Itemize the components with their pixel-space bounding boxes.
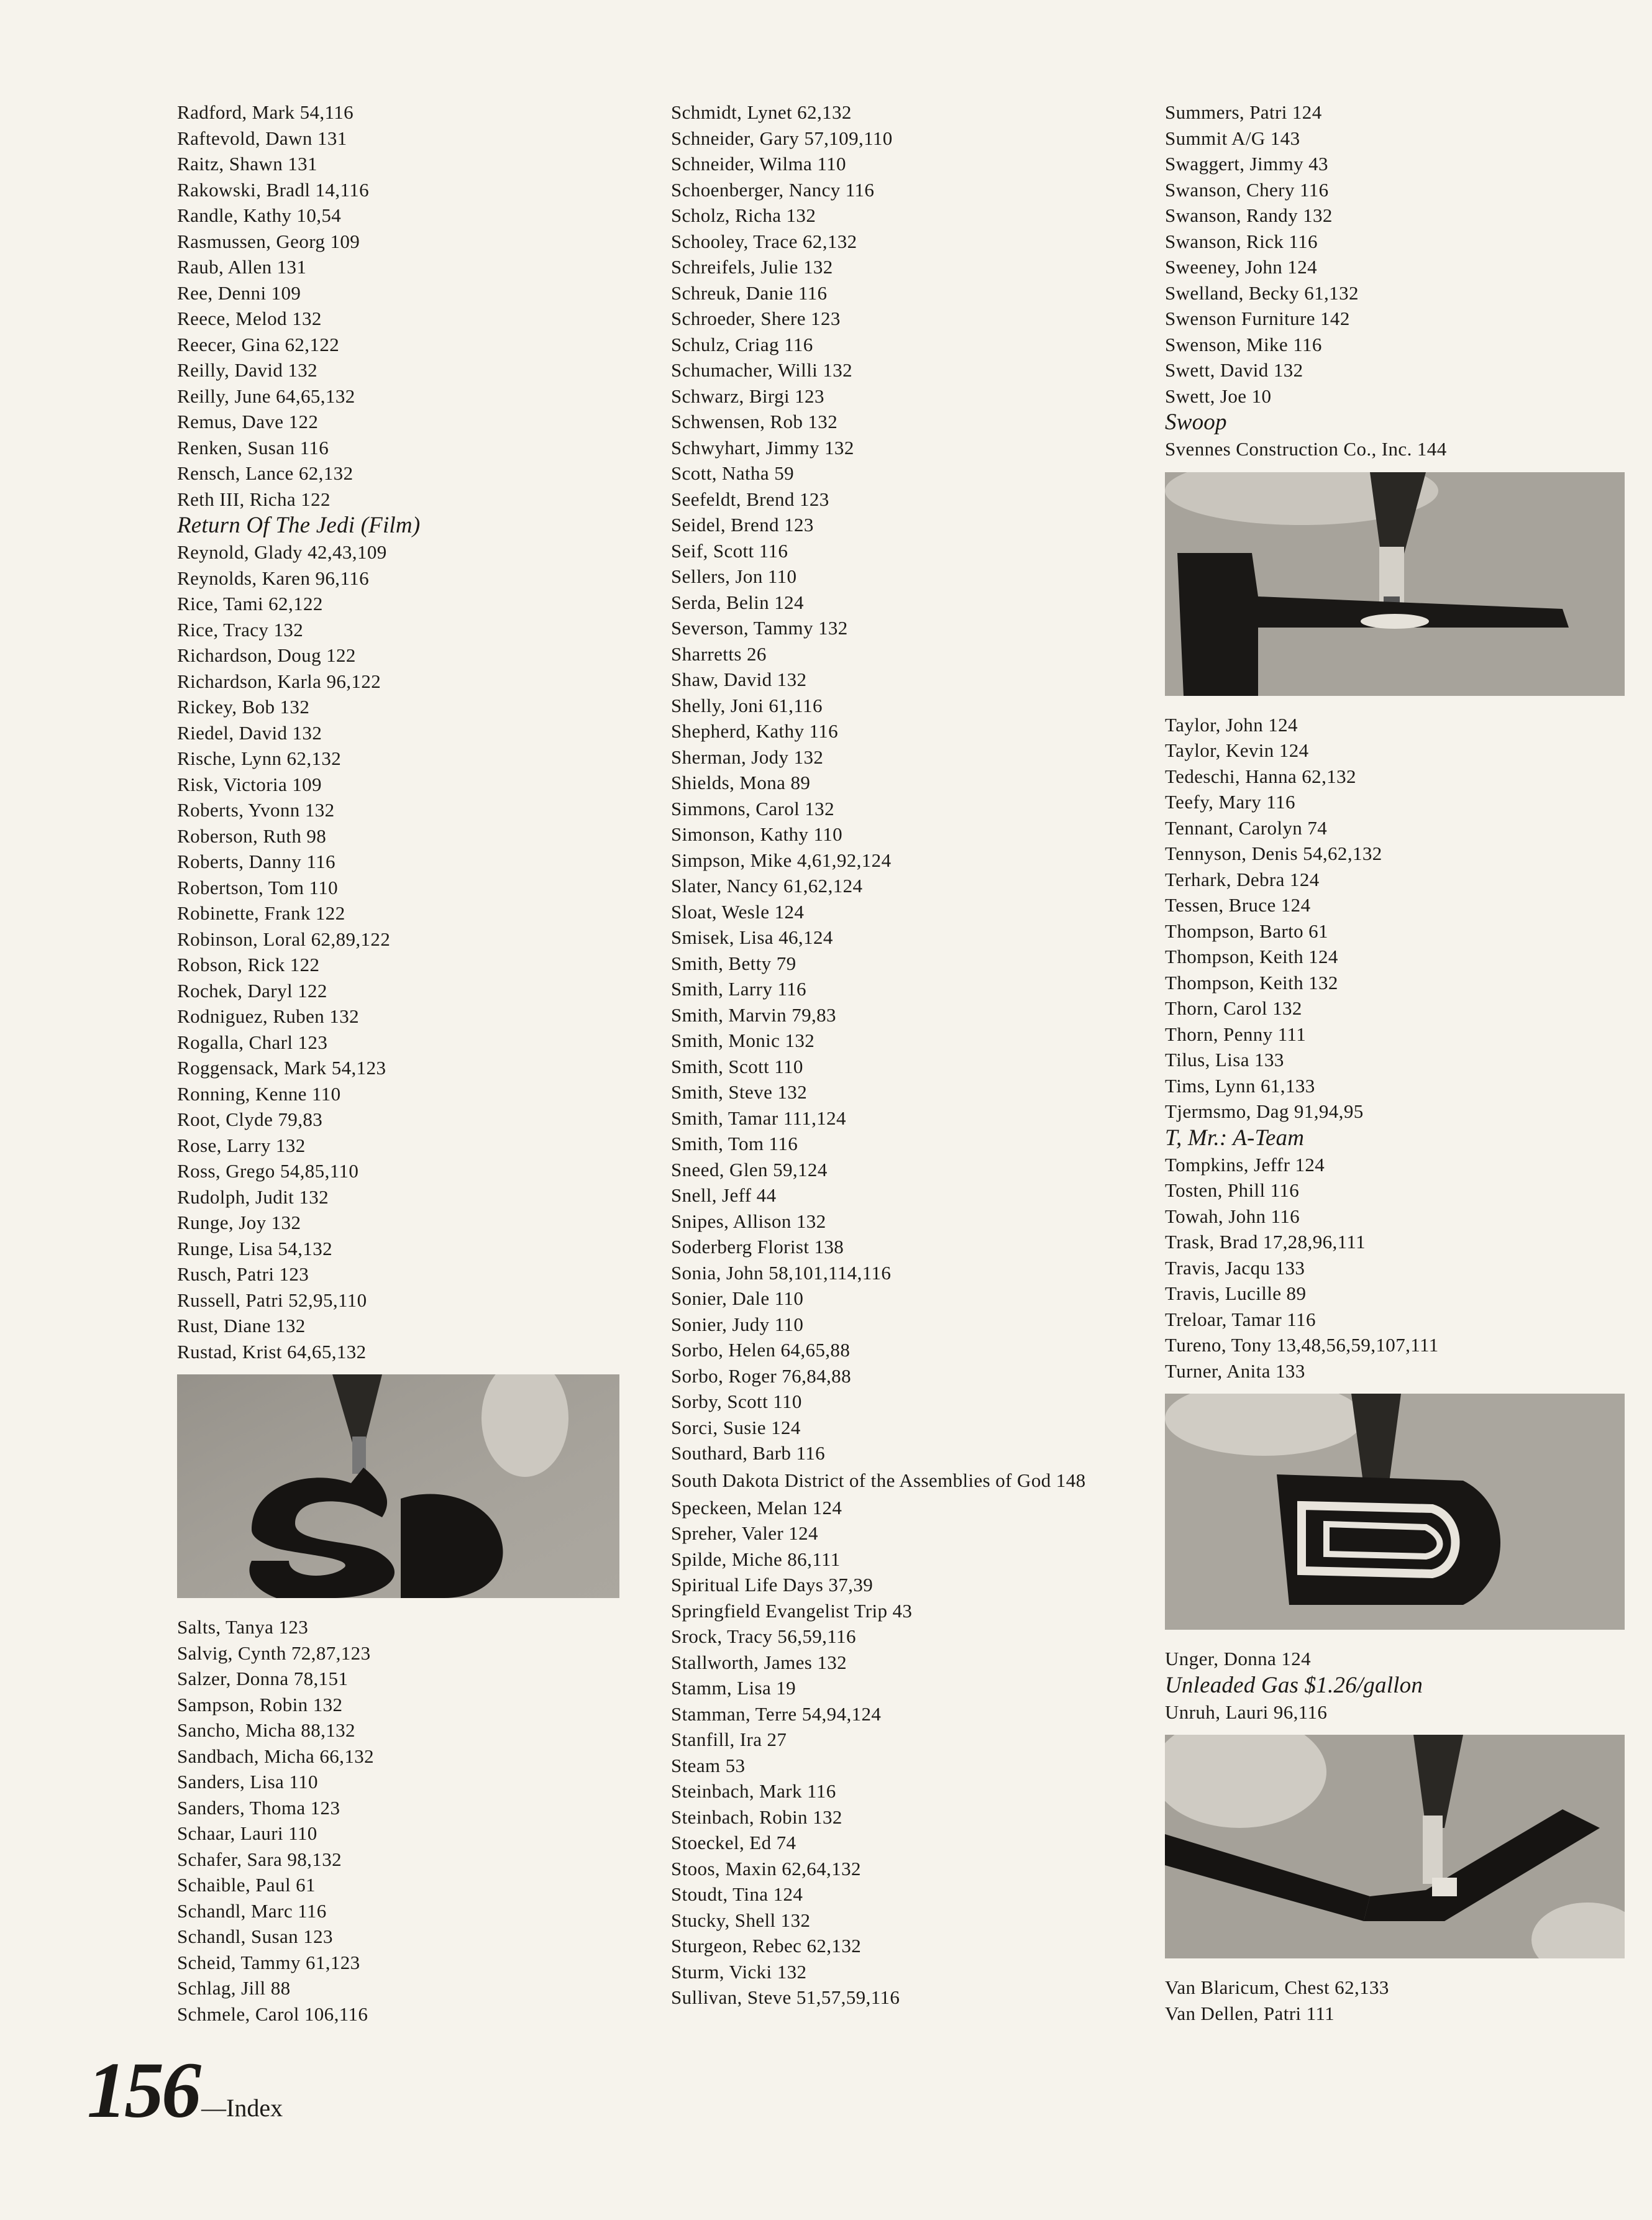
index-entry: Stoos, Maxin 62,64,132 [671,1857,861,1880]
index-entry: Swanson, Chery 116 [1165,178,1329,201]
index-entry: Richardson, Doug 122 [177,644,356,666]
index-entry: Sampson, Robin 132 [177,1693,343,1715]
index-entry: Tilus, Lisa 133 [1165,1049,1284,1071]
index-entry: Robson, Rick 122 [177,954,320,975]
section-label: —Index [201,2094,283,2122]
index-entry: Srock, Tracy 56,59,116 [671,1625,856,1647]
index-entry: Salzer, Donna 78,151 [177,1668,349,1689]
index-entry: Schandl, Marc 116 [177,1899,327,1922]
index-entry: Schneider, Wilma 110 [671,153,846,175]
index-entry: Simpson, Mike 4,61,92,124 [671,849,892,871]
index-entry: Schaible, Paul 61 [177,1874,316,1896]
index-entry: Sturgeon, Rebec 62,132 [671,1935,862,1957]
index-entry: Reilly, June 64,65,132 [177,385,355,407]
index-entry: Richardson, Karla 96,122 [177,670,381,692]
index-heading: Swoop [1165,409,1227,435]
letter-s-stencil-photo [177,1374,619,1598]
index-entry: Rische, Lynn 62,132 [177,747,342,769]
index-column-1 [177,99,624,2027]
index-entry: Soderberg Florist 138 [671,1236,844,1258]
index-entry: Spiritual Life Days 37,39 [671,1574,874,1596]
letter-v-stencil-photo [1165,1735,1625,1958]
page-footer [87,2046,283,2134]
index-entry: Stamman, Terre 54,94,124 [671,1702,882,1725]
index-entry: Reynolds, Karen 96,116 [177,567,369,589]
index-entry: Travis, Jacqu 133 [1165,1256,1305,1279]
index-entry: Sandbach, Micha 66,132 [177,1745,375,1767]
index-entry: Sorby, Scott 110 [671,1391,802,1412]
index-entry: Swanson, Randy 132 [1165,204,1333,226]
index-entry: Roberts, Danny 116 [177,851,335,872]
index-entry: Shields, Mona 89 [671,772,811,793]
index-entry: Thorn, Carol 132 [1165,997,1302,1019]
index-entry: Rensch, Lance 62,132 [177,462,354,484]
index-entry: Rust, Diane 132 [177,1315,306,1336]
index-entry: Smith, Marvin 79,83 [671,1003,836,1026]
index-entry: Summit A/G 143 [1165,127,1300,149]
index-entry: Towah, John 116 [1165,1205,1300,1227]
index-entry: Schulz, Criag 116 [671,333,813,355]
index-entry: Steinbach, Mark 116 [671,1780,836,1802]
index-entry: Radford, Mark 54,116 [177,101,354,123]
index-entry: Shelly, Joni 61,116 [671,694,823,716]
index-entry: Raftevold, Dawn 131 [177,127,347,149]
index-entry: Schandl, Susan 123 [177,1925,333,1947]
index-entry: Trask, Brad 17,28,96,111 [1165,1231,1366,1253]
index-entry: Ree, Denni 109 [177,281,301,304]
index-entry: Schreifels, Julie 132 [671,256,833,278]
index-entry: Swaggert, Jimmy 43 [1165,153,1328,175]
index-entry: Scheid, Tammy 61,123 [177,1951,360,1973]
index-entry: Sturm, Vicki 132 [671,1960,807,1983]
index-entry: Roggensack, Mark 54,123 [177,1057,386,1079]
index-entry: Sorbo, Roger 76,84,88 [671,1364,851,1387]
index-heading: Return Of The Jedi (Film) [177,513,421,538]
index-entry: Taylor, John 124 [1165,713,1298,736]
index-entry: Riedel, David 132 [177,721,322,744]
index-entry: Robertson, Tom 110 [177,876,339,898]
index-entry: Stoeckel, Ed 74 [671,1832,796,1853]
index-entry: Schwarz, Birgi 123 [671,385,824,407]
index-entry: Robinette, Frank 122 [177,902,345,924]
index-column-3 [1165,99,1637,2026]
index-entry: Thompson, Keith 124 [1165,946,1338,967]
index-entry: Snell, Jeff 44 [671,1184,777,1206]
index-entry: Sanders, Lisa 110 [177,1771,318,1793]
index-entry: Sloat, Wesle 124 [671,900,805,923]
index-entry: Runge, Joy 132 [177,1212,301,1233]
index-entry: Steinbach, Robin 132 [671,1806,842,1828]
index-entry: Ronning, Kenne 110 [177,1082,341,1105]
index-entry: Risk, Victoria 109 [177,773,322,795]
index-entry: Thorn, Penny 111 [1165,1023,1307,1045]
index-entry: Tennyson, Denis 54,62,132 [1165,843,1382,864]
index-entry: Sancho, Micha 88,132 [177,1719,355,1741]
index-entry: Roberson, Ruth 98 [177,825,327,847]
index-entry: Rochek, Daryl 122 [177,979,327,1002]
index-entry: Sorci, Susie 124 [671,1416,801,1438]
index-entry: Raitz, Shawn 131 [177,153,317,175]
index-entry: Smisek, Lisa 46,124 [671,926,833,948]
index-entry: Scholz, Richa 132 [671,204,816,226]
index-entry: Sonier, Dale 110 [671,1287,804,1309]
index-entry: Schmele, Carol 106,116 [177,2003,368,2025]
index-entry: Smith, Betty 79 [671,952,796,974]
index-entry: Randle, Kathy 10,54 [177,204,342,226]
index-entry: Travis, Lucille 89 [1165,1282,1307,1304]
index-entry: Spreher, Valer 124 [671,1522,818,1544]
index-entry: Scott, Natha 59 [671,462,794,484]
index-entry: Schneider, Gary 57,109,110 [671,127,893,149]
index-entry: Serda, Belin 124 [671,591,804,613]
index-entry: Ross, Grego 54,85,110 [177,1160,359,1182]
index-entry: Schumacher, Willi 132 [671,359,853,381]
index-entry: Thompson, Barto 61 [1165,920,1328,942]
index-entry: Simmons, Carol 132 [671,797,834,820]
index-entry: Swett, David 132 [1165,359,1303,381]
index-entry: Seefeldt, Brend 123 [671,488,829,510]
index-entry: Reece, Melod 132 [177,308,322,329]
index-entry: Seidel, Brend 123 [671,514,814,536]
index-entry: Stanfill, Ira 27 [671,1729,787,1750]
index-entry: Reilly, David 132 [177,359,318,381]
index-entry: Raub, Allen 131 [177,256,307,278]
index-entry: Smith, Steve 132 [671,1081,808,1103]
index-entry: Snipes, Allison 132 [671,1210,826,1232]
index-entry: Robinson, Loral 62,89,122 [177,928,391,950]
index-entry: Rogalla, Charl 123 [177,1031,328,1053]
index-entry: Stallworth, James 132 [671,1651,847,1673]
index-entry: Swelland, Becky 61,132 [1165,281,1359,304]
index-entry: Swenson, Mike 116 [1165,333,1322,355]
index-entry: Seif, Scott 116 [671,539,788,562]
index-entry: Tennant, Carolyn 74 [1165,816,1328,839]
index-entry: Schafer, Sara 98,132 [177,1848,342,1870]
index-entry: Swett, Joe 10 [1165,385,1272,407]
index-entry: Sherman, Jody 132 [671,746,824,768]
index-column-2 [671,99,1118,2011]
index-entry: Runge, Lisa 54,132 [177,1237,333,1259]
index-entry: Tims, Lynn 61,133 [1165,1074,1315,1097]
index-entry: Swanson, Rick 116 [1165,230,1318,252]
index-entry: Tjermsmo, Dag 91,94,95 [1165,1100,1364,1122]
index-entry: Simonson, Kathy 110 [671,823,842,845]
index-entry: Tompkins, Jeffr 124 [1165,1153,1325,1176]
index-entry: Rakowski, Bradl 14,116 [177,178,370,201]
index-entry: Slater, Nancy 61,62,124 [671,875,863,897]
letter-u-stencil-photo [1165,1394,1625,1630]
index-entry: Schoenberger, Nancy 116 [671,178,875,201]
index-entry: Teefy, Mary 116 [1165,791,1295,813]
index-entry: Sorbo, Helen 64,65,88 [671,1339,851,1361]
index-entry: South Dakota District of the Assemblies of God 148 [671,1469,1086,1491]
index-entry: Tosten, Phill 116 [1165,1179,1300,1201]
page-number: 156 [87,2046,199,2134]
index-entry: Rice, Tracy 132 [177,618,304,641]
index-entry: Southard, Barb 116 [671,1442,825,1464]
index-entry: Schroeder, Shere 123 [671,308,841,329]
index-entry: Rodniguez, Ruben 132 [177,1005,359,1027]
index-entry: Severson, Tammy 132 [671,617,848,639]
index-entry: Schaar, Lauri 110 [177,1822,317,1844]
index-entry: Shepherd, Kathy 116 [671,720,839,742]
index-entry: Summers, Patri 124 [1165,101,1322,123]
index-heading: Unleaded Gas $1.26/gallon [1165,1672,1423,1698]
index-entry: Sellers, Jon 110 [671,565,797,587]
index-entry: Smith, Tom 116 [671,1133,798,1154]
index-entry: Root, Clyde 79,83 [177,1108,323,1130]
index-entry: Unruh, Lauri 96,116 [1165,1701,1328,1723]
index-entry: Schwensen, Rob 132 [671,411,838,432]
index-entry: Springfield Evangelist Trip 43 [671,1599,913,1622]
index-entry: Schlag, Jill 88 [177,1977,291,1999]
index-heading: T, Mr.: A-Team [1165,1125,1305,1151]
index-entry: Rasmussen, Georg 109 [177,230,360,252]
index-entry: Rose, Larry 132 [177,1134,306,1156]
index-entry: Sonia, John 58,101,114,116 [671,1261,892,1284]
index-entry: Turner, Anita 133 [1165,1359,1305,1382]
index-entry: Smith, Scott 110 [671,1055,803,1077]
index-entry: Spilde, Miche 86,111 [671,1548,841,1570]
index-entry: Thompson, Keith 132 [1165,971,1338,994]
index-entry: Rickey, Bob 132 [177,696,310,718]
index-entry: Salts, Tanya 123 [177,1616,309,1638]
index-entry: Stamm, Lisa 19 [671,1677,796,1699]
index-entry: Reecer, Gina 62,122 [177,333,340,355]
index-entry: Taylor, Kevin 124 [1165,739,1309,761]
index-entry: Schreuk, Danie 116 [671,281,828,304]
index-entry: Schooley, Trace 62,132 [671,230,857,252]
index-entry: Salvig, Cynth 72,87,123 [177,1642,371,1664]
index-entry: Roberts, Yvonn 132 [177,799,335,821]
index-entry: Tedeschi, Hanna 62,132 [1165,765,1356,787]
index-entry: Stucky, Shell 132 [671,1909,811,1931]
index-entry: Sweeney, John 124 [1165,256,1318,278]
index-entry: Schwyhart, Jimmy 132 [671,436,854,459]
index-entry: Reynold, Glady 42,43,109 [177,541,387,563]
index-entry: Van Dellen, Patri 111 [1165,2002,1335,2024]
index-entry: Van Blaricum, Chest 62,133 [1165,1976,1389,1998]
index-entry: Unger, Donna 124 [1165,1648,1312,1670]
index-entry: Sullivan, Steve 51,57,59,116 [671,1986,900,2008]
index-entry: Smith, Tamar 111,124 [671,1107,846,1129]
index-entry: Rusch, Patri 123 [177,1263,309,1285]
index-entry: Reth III, Richa 122 [177,488,331,510]
index-entry: Steam 53 [671,1754,746,1776]
index-entry: Renken, Susan 116 [177,436,329,459]
index-entry: Sneed, Glen 59,124 [671,1158,828,1181]
index-entry: Swenson Furniture 142 [1165,308,1350,329]
index-entry: Smith, Larry 116 [671,978,806,1000]
index-entry: Smith, Monic 132 [671,1030,815,1051]
index-entry: Shaw, David 132 [671,669,807,690]
index-entry: Russell, Patri 52,95,110 [177,1289,367,1311]
index-entry: Sharretts 26 [671,642,767,665]
index-entry: Schmidt, Lynet 62,132 [671,101,852,123]
letter-t-stencil-photo [1165,472,1625,696]
index-entry: Treloar, Tamar 116 [1165,1308,1316,1330]
index-entry: Tessen, Bruce 124 [1165,894,1311,916]
index-entry: Svennes Construction Co., Inc. 144 [1165,438,1447,460]
index-entry: Terhark, Debra 124 [1165,868,1320,890]
index-entry: Tureno, Tony 13,48,56,59,107,111 [1165,1334,1439,1356]
index-entry: Sonier, Judy 110 [671,1313,804,1335]
index-entry: Rustad, Krist 64,65,132 [177,1340,367,1363]
index-entry: Rice, Tami 62,122 [177,593,323,614]
index-entry: Stoudt, Tina 124 [671,1883,803,1905]
index-entry: Rudolph, Judit 132 [177,1185,329,1208]
index-entry: Sanders, Thoma 123 [177,1796,340,1819]
index-entry: Remus, Dave 122 [177,411,319,432]
index-entry: Speckeen, Melan 124 [671,1496,842,1519]
